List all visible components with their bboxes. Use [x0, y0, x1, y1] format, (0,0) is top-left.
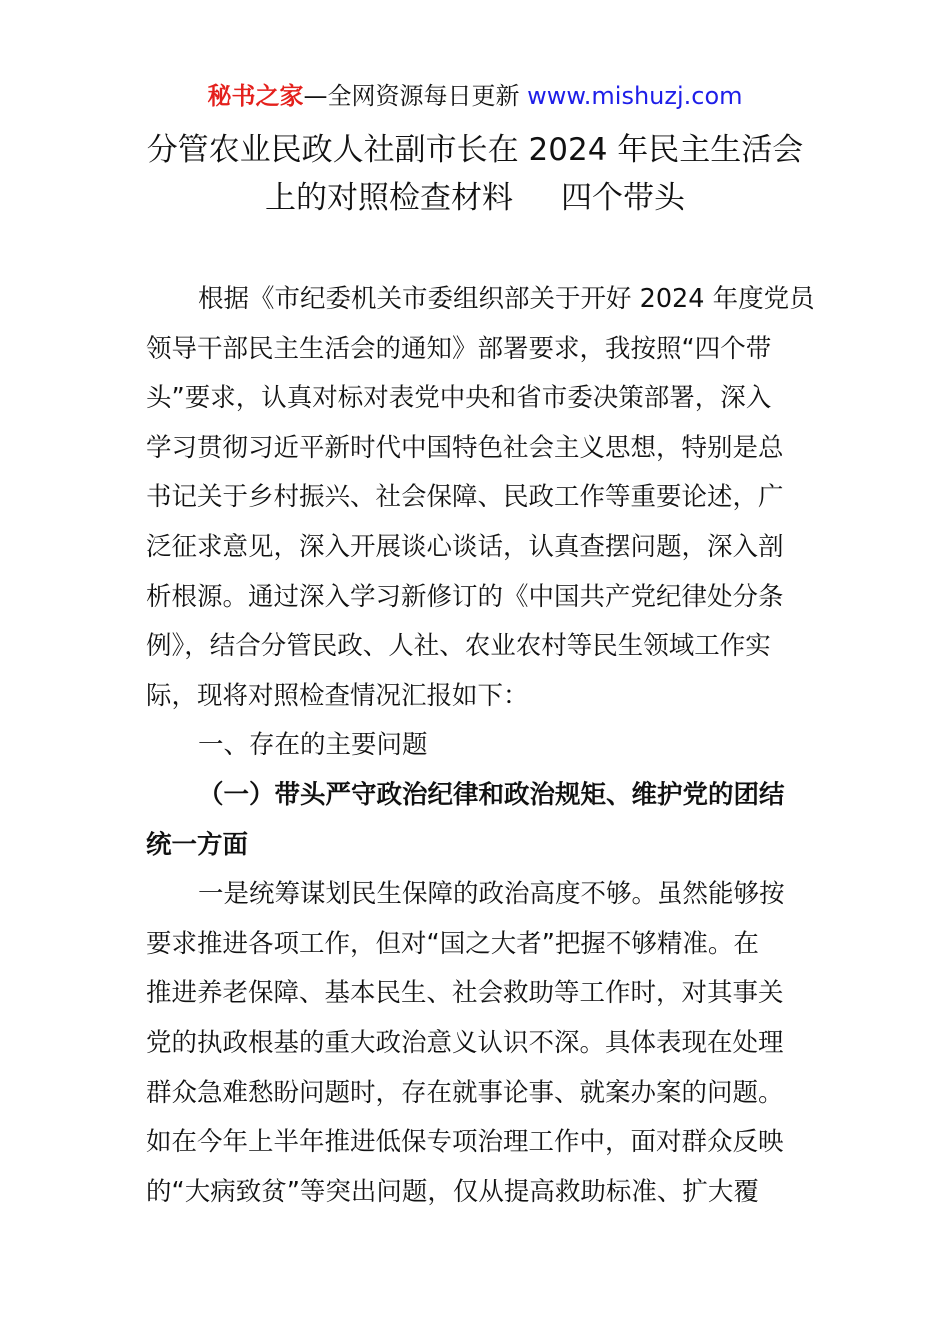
- text-line: 头”要求，认真对标对表党中央和省市委决策部署，深入: [146, 383, 772, 414]
- text-line: 书记关于乡村振兴、社会保障、民政工作等重要论述，广: [146, 482, 784, 513]
- text-line: 例》，结合分管民政、人社、农业农村等民生领域工作实: [146, 631, 771, 662]
- text-line: 析根源。通过深入学习新修订的《中国共产党纪律处分条: [146, 581, 784, 612]
- text-line: 的“大病致贫”等突出问题，仅从提高救助标准、扩大覆: [146, 1176, 759, 1207]
- site-brand: 秘书之家: [207, 82, 304, 110]
- subsection-heading: （一）带头严守政治纪律和政治规矩、维护党的团结: [198, 779, 785, 810]
- text-line: 泛征求意见，深入开展谈心谈话，认真查摆问题，深入剖: [146, 531, 784, 562]
- title-line-2-tail: 四个带头: [561, 180, 685, 216]
- text-line: 领导干部民主生活会的通知》部署要求，我按照“四个带: [146, 333, 772, 364]
- site-slogan: —全网资源每日更新: [303, 82, 520, 110]
- title-line-2-main: 上的对照检查材料: [265, 180, 513, 216]
- text-line: 学习贯彻习近平新时代中国特色社会主义思想，特别是总: [146, 432, 784, 463]
- section-heading: 一、存在的主要问题: [198, 730, 428, 761]
- document-title: [100, 126, 850, 222]
- title-line-1: 分管农业民政人社副市长在 2024 年民主生活会: [146, 132, 804, 168]
- title-line-2: [100, 174, 850, 222]
- text-line: 一是统筹谋划民生保障的政治高度不够。虽然能够按: [198, 879, 785, 910]
- text-line: 党的执政根基的重大政治意义认识不深。具体表现在处理: [146, 1027, 784, 1058]
- document-body: [146, 278, 815, 1220]
- subsection-heading: 统一方面: [146, 829, 249, 860]
- text-line: 际，现将对照检查情况汇报如下：: [146, 680, 529, 711]
- site-url-link[interactable]: www.mishuzj.com: [527, 82, 743, 110]
- site-header: [0, 80, 950, 112]
- text-line: 根据《市纪委机关市委组织部关于开好 2024 年度党员: [198, 284, 815, 314]
- text-line: 如在今年上半年推进低保专项治理工作中，面对群众反映: [146, 1127, 784, 1158]
- text-line: 推进养老保障、基本民生、社会救助等工作时，对其事关: [146, 978, 784, 1009]
- text-line: 群众急难愁盼问题时，存在就事论事、就案办案的问题。: [146, 1077, 784, 1108]
- text-line: 要求推进各项工作，但对“国之大者”把握不够精准。在: [146, 928, 759, 959]
